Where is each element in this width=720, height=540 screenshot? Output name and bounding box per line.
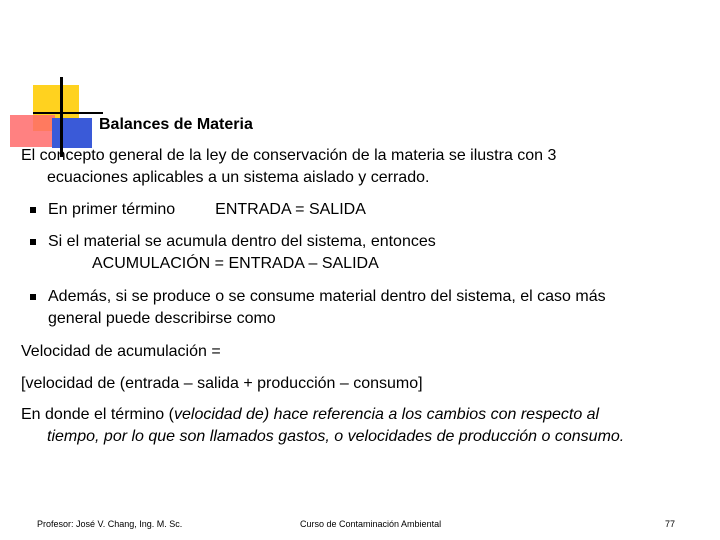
footer-page-number: 77	[665, 519, 676, 529]
closing-prefix: En donde el término (	[21, 406, 174, 423]
bullet-square-icon	[30, 294, 36, 300]
closing-paragraph	[21, 404, 711, 448]
bracket-line: [velocidad de (entrada – salida + producción – consumo]	[21, 375, 423, 392]
intro-line-1: El concepto general de la ley de conservación de la materia se ilustra con 3	[21, 147, 557, 164]
bullet-3-line-2: general puede describirse como	[48, 310, 276, 327]
decorative-red-square	[10, 115, 55, 147]
bullet-square-icon	[30, 207, 36, 213]
closing-italic-term: velocidad de	[173, 406, 264, 423]
intro-paragraph	[21, 145, 701, 189]
decorative-blue-square	[52, 118, 92, 148]
closing-mid: ) hace referencia a los cambios con respecto al	[263, 406, 600, 423]
decorative-horizontal-line	[33, 112, 103, 114]
bullet-2-text: Si el material se acumula dentro del sistema, entonces	[48, 233, 436, 250]
closing-line-2: tiempo, por lo que son llamados gastos, o velocidades de producción o consumo.	[47, 428, 625, 445]
slide-title: Balances de Materia	[99, 116, 253, 133]
bullet-2-equation: ACUMULACIÓN = ENTRADA – SALIDA	[92, 255, 379, 272]
intro-line-2: ecuaciones aplicables a un sistema aislado y cerrado.	[47, 169, 430, 186]
velocity-line: Velocidad de acumulación =	[21, 343, 221, 360]
bullet-1-text: En primer término	[48, 201, 176, 218]
bullet-1-equation: ENTRADA = SALIDA	[215, 201, 366, 218]
bullet-3-line-1: Además, si se produce o se consume material dentro del sistema, el caso más	[48, 288, 606, 305]
footer-course: Curso de Contaminación Ambiental	[300, 519, 442, 529]
footer-author: Profesor: José V. Chang, Ing. M. Sc.	[37, 519, 183, 529]
bullet-square-icon	[30, 239, 36, 245]
